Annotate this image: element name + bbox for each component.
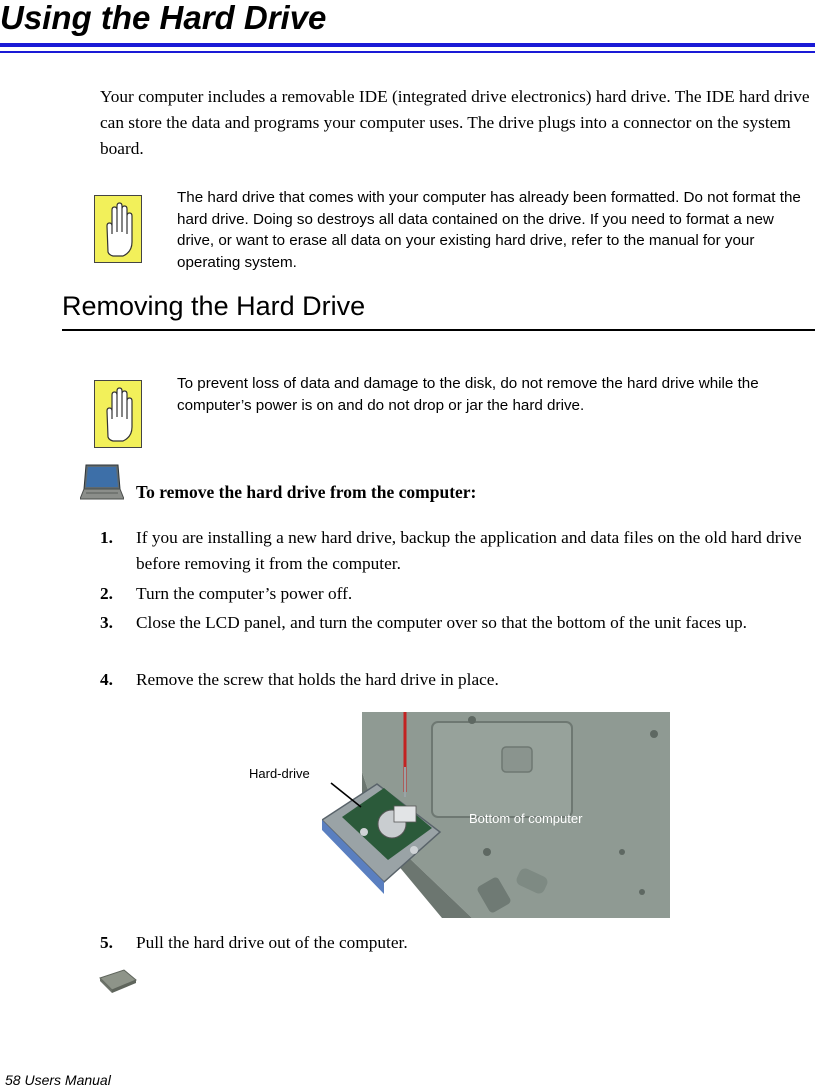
- step-number: 5.: [100, 933, 113, 952]
- caution-text-format: The hard drive that comes with your computer has already been formatted. Do not format the hard drive. Doing so destroys all data contained on the drive. If you need to format a new drive, or want to erase all data on your existing hard drive, refer to the manual for your operating system.: [177, 189, 801, 271]
- step-item: [100, 581, 812, 607]
- hard-drive-figure: [322, 712, 670, 918]
- caution-hand-icon: [94, 380, 142, 448]
- title-rule-thick: [0, 43, 815, 47]
- section-rule: [62, 329, 815, 331]
- caution-hand-icon: [94, 195, 142, 263]
- step-item: [100, 930, 812, 956]
- step-number: 1.: [100, 528, 113, 547]
- figure-leader-line: [325, 780, 365, 810]
- page-title: Using the Hard Drive: [0, 0, 327, 36]
- procedure-heading: To remove the hard drive from the computer:: [136, 482, 477, 502]
- title-rule-thin: [0, 51, 815, 53]
- step-text: Turn the computer’s power off.: [136, 584, 353, 603]
- figure-label-hard-drive: Hard-drive: [249, 766, 310, 781]
- step-number: 4.: [100, 670, 113, 689]
- step-text: Remove the screw that holds the hard drive in place.: [136, 670, 499, 689]
- step-text: Pull the hard drive out of the computer.: [136, 933, 408, 952]
- step-item: [100, 525, 812, 577]
- step-text: Close the LCD panel, and turn the computer over so that the bottom of the unit faces up.: [136, 613, 747, 632]
- section-heading: Removing the Hard Drive: [62, 291, 366, 321]
- caution-text-power: To prevent loss of data and damage to the disk, do not remove the hard drive while the computer’s power is on and do not drop or jar the hard drive.: [177, 375, 759, 414]
- page-footer: 58 Users Manual: [5, 1072, 111, 1088]
- step-text: If you are installing a new hard drive, backup the application and data files on the old hard drive before removing it from the computer.: [136, 528, 802, 573]
- laptop-icon: [80, 463, 124, 503]
- step-item: [100, 610, 812, 636]
- step-number: 3.: [100, 613, 113, 632]
- step-item: [100, 667, 812, 693]
- hard-drive-icon: [98, 968, 138, 994]
- intro-paragraph: Your computer includes a removable IDE (integrated drive electronics) hard drive. The IDE hard drive can store the data and programs your computer uses. The drive plugs into a connector on the system board.: [100, 87, 810, 158]
- figure-label-bottom: Bottom of computer: [469, 811, 583, 826]
- step-number: 2.: [100, 584, 113, 603]
